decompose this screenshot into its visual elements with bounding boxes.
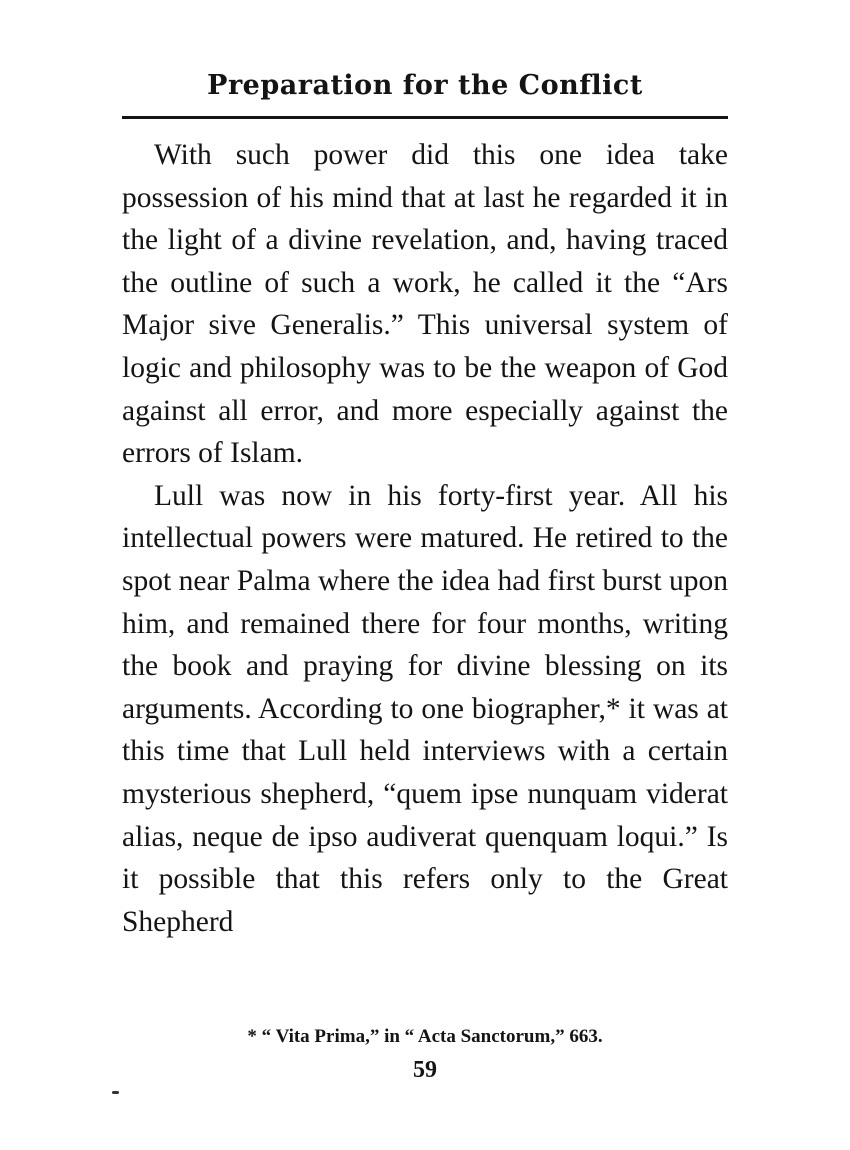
header-rule (122, 116, 728, 119)
footnote: * “ Vita Prima,” in “ Acta Sanctorum,” 663. (247, 1026, 603, 1047)
paragraph: With such power did this one idea take possession of his mind that at last he regarded it in the light of a divine revelation, and, having traced the outline of such a work, he called it the “Ars Major sive Generalis.” This universal system of logic and philosophy was to be the weapon of God against all error, and more especially against the errors of Islam. (122, 139, 728, 470)
print-speck (112, 1091, 119, 1094)
body-text (122, 134, 728, 943)
paragraph: Lull was now in his forty-first year. All his intellectual powers were matured. He retired to the spot near Palma where the idea had first burst upon him, and remained there for four months, writing the book and praying for divine blessing on its arguments. According to one biographer,* it was at this time that Lull held interviews with a certain mysterious shepherd, “quem ipse nunquam viderat alias, neque de ipso audiverat quenquam loqui.” Is it possible that this refers only to the Great Shepherd (122, 479, 728, 938)
running-header: Preparation for the Conflict (207, 70, 643, 101)
page-number: 59 (413, 1057, 437, 1083)
